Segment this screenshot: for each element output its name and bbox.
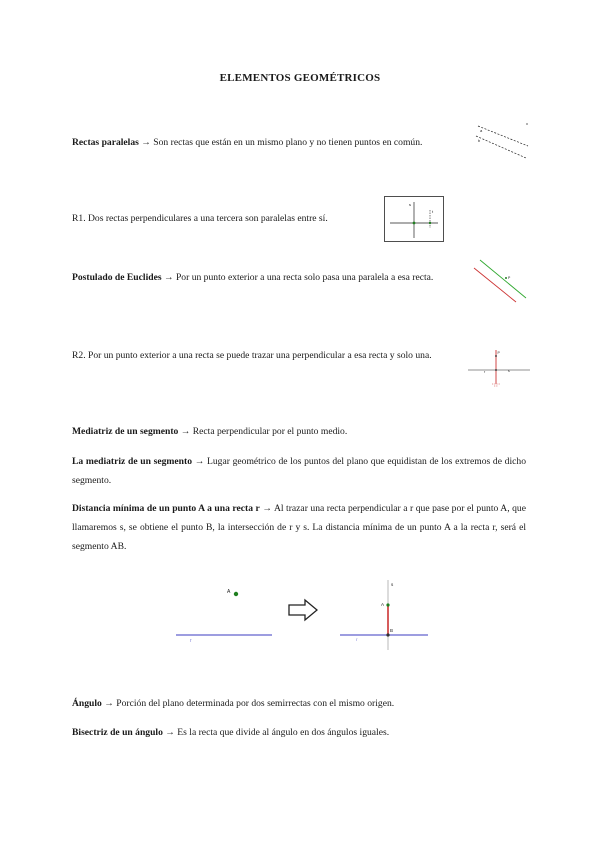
term-bisectriz: Bisectriz de un ángulo [72,727,163,738]
definition-angulo: Porción del plano determinada por dos semirrectas con el mismo origen. [116,698,395,709]
paragraph-distancia-minima [72,499,526,556]
paragraph-bisectriz [72,723,532,742]
point-a [386,603,389,606]
point-a [234,592,238,596]
definition-mediatriz-1: Recta perpendicular por el punto medio. [192,426,348,437]
label-point-b: B [390,628,394,633]
arrow-icon: → [104,698,114,709]
term-mediatriz-2: La mediatriz de un segmento [72,456,193,467]
label-line-r: r [356,637,358,642]
label-t: t [432,209,434,214]
page-title: ELEMENTOS GEOMÉTRICOS [219,72,381,84]
double-arrow-icon [288,598,318,622]
label-a: a [480,128,483,133]
arrow-icon: → [141,137,151,148]
term-distancia-minima: Distancia mínima de un punto A a una recta r [72,503,260,514]
definition-rectas-paralelas: Son rectas que están en un mismo plano y no tienen puntos en común. [153,137,423,148]
term-mediatriz-1: Mediatriz de un segmento [72,426,179,437]
paragraph-postulado-euclides [72,268,460,287]
arrow-icon: → [194,456,205,467]
figure-perpendiculars [384,196,444,242]
arrow-icon: → [163,272,174,283]
label-b: b [478,138,481,143]
definition-bisectriz: Es la recta que divide al ángulo en dos ángulos iguales. [177,727,390,738]
figure-perpendicular-point [468,344,530,390]
figure-distance-after [338,578,430,652]
paragraph-rectas-paralelas [72,133,460,152]
point-b [386,633,389,636]
paragraph-angulo [72,694,532,713]
definition-mediatriz-2: Lugar geométrico de los puntos del plano que equidistan de los extremos de dicho segmento. [72,456,526,486]
label-r: r [484,370,486,374]
label-s: s [508,369,510,373]
term-angulo: Ángulo [72,698,102,709]
label-s: s [409,202,411,207]
label-point-a: A [381,602,385,607]
paragraph-mediatriz-1 [72,422,532,441]
label-line-s: s [391,582,394,587]
figure-distance-before [172,580,276,650]
arrow-icon: → [262,503,272,514]
term-postulado-euclides: Postulado de Euclides [72,272,162,283]
figure-euclid-parallel [470,254,530,304]
paragraph-mediatriz-2 [72,452,526,490]
arrow-icon: → [180,426,191,437]
definition-distancia-minima: Al trazar una recta perpendicular a r que pase por el punto A, que llamaremos s, se obtiene el punto B, la intersección de r y s. La distancia mínima de un punto A a la recta r, será el segmento AB. [72,503,526,552]
label-point-a: A [227,589,231,595]
label-p: P [497,351,500,355]
arrow-icon: → [165,727,175,738]
paragraph-r2: R2. Por un punto exterior a una recta se puede trazar una perpendicular a esa recta y solo una. [72,350,432,361]
term-rectas-paralelas: Rectas paralelas [72,137,139,148]
svg-text:P: P [508,276,511,280]
paragraph-r1: R1. Dos rectas perpendiculares a una tercera son paralelas entre sí. [72,213,328,224]
label-line-r: r [190,638,192,644]
definition-postulado-euclides: Por un punto exterior a una recta solo pasa una paralela a esa recta. [175,272,434,283]
figure-parallel-lines [472,120,532,164]
